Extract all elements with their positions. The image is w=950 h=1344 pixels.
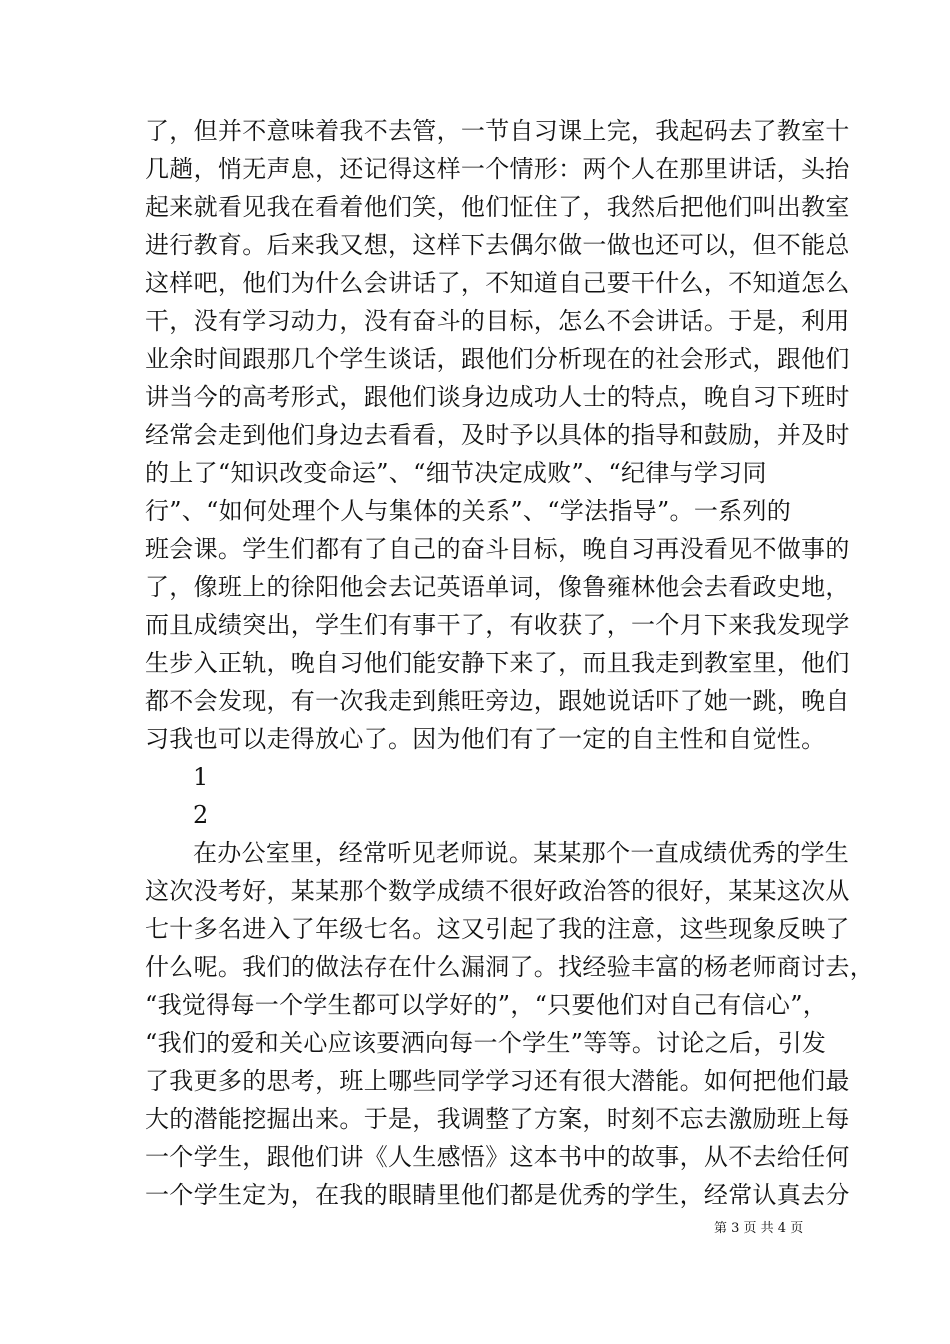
paragraph-line: 的上了“知识改变命运”、“细节决定成败”、“纪律与学习同 [145, 459, 767, 487]
page-number-footer: 第 3 页 共 4 页 [714, 1221, 804, 1236]
paragraph-line: “我觉得每一个学生都可以学好的”，“只要他们对自己有信心”， [145, 991, 828, 1019]
paragraph-line: 一个学生，跟他们讲《人生感悟》这本书中的故事，从不去给任何 [145, 1143, 850, 1171]
paragraph-line: “我们的爱和关心应该要洒向每一个学生”等等。讨论之后，引发 [145, 1029, 827, 1057]
paragraph-line: 行”、“如何处理个人与集体的关系”、“学法指导”。一系列的 [145, 497, 792, 525]
paragraph-line: 讲当今的高考形式，跟他们谈身边成功人士的特点，晚自习下班时 [145, 383, 850, 411]
paragraph-line: 什么呢。我们的做法存在什么漏洞了。找经验丰富的杨老师商讨去， [145, 953, 874, 981]
paragraph-line: 几趟，悄无声息，还记得这样一个情形：两个人在那里讲话，头抬 [145, 155, 850, 183]
paragraph-line: 大的潜能挖掘出来。于是，我调整了方案，时刻不忘去激励班上每 [145, 1105, 850, 1133]
paragraph-line: 起来就看见我在看着他们笑，他们怔住了，我然后把他们叫出教室 [145, 193, 850, 221]
list-number: 2 [193, 801, 209, 829]
paragraph-line: 了我更多的思考，班上哪些同学学习还有很大潜能。如何把他们最 [145, 1067, 850, 1095]
paragraph-line: 而且成绩突出，学生们有事干了，有收获了，一个月下来我发现学 [145, 611, 850, 639]
paragraph-line: 七十多名进入了年级七名。这又引起了我的注意，这些现象反映了 [145, 915, 850, 943]
paragraph-line: 一个学生定为，在我的眼睛里他们都是优秀的学生，经常认真去分 [145, 1181, 850, 1209]
paragraph-line: 习我也可以走得放心了。因为他们有了一定的自主性和自觉性。 [145, 725, 826, 753]
paragraph-line: 业余时间跟那几个学生谈话，跟他们分析现在的社会形式，跟他们 [145, 345, 850, 373]
paragraph-line: 经常会走到他们身边去看看，及时予以具体的指导和鼓励，并及时 [145, 421, 850, 449]
paragraph-line: 这次没考好，某某那个数学成绩不很好政治答的很好，某某这次从 [145, 877, 850, 905]
paragraph-line: 干，没有学习动力，没有奋斗的目标，怎么不会讲话。于是，利用 [145, 307, 850, 335]
paragraph-line: 在办公室里，经常听见老师说。某某那个一直成绩优秀的学生 [193, 839, 850, 867]
paragraph-line: 班会课。学生们都有了自己的奋斗目标，晚自习再没看见不做事的 [145, 535, 850, 563]
paragraph-line: 了，但并不意味着我不去管，一节自习课上完，我起码去了教室十 [145, 117, 850, 145]
paragraph-line: 生步入正轨，晚自习他们能安静下来了，而且我走到教室里，他们 [145, 649, 850, 677]
paragraph-line: 了，像班上的徐阳他会去记英语单词，像鲁雍林他会去看政史地， [145, 573, 850, 601]
list-number: 1 [193, 763, 209, 791]
paragraph-line: 这样吧，他们为什么会讲话了，不知道自己要干什么，不知道怎么 [145, 269, 850, 297]
paragraph-line: 都不会发现，有一次我走到熊旺旁边，跟她说话吓了她一跳，晚自 [145, 687, 850, 715]
paragraph-line: 进行教育。后来我又想，这样下去偶尔做一做也还可以，但不能总 [145, 231, 850, 259]
